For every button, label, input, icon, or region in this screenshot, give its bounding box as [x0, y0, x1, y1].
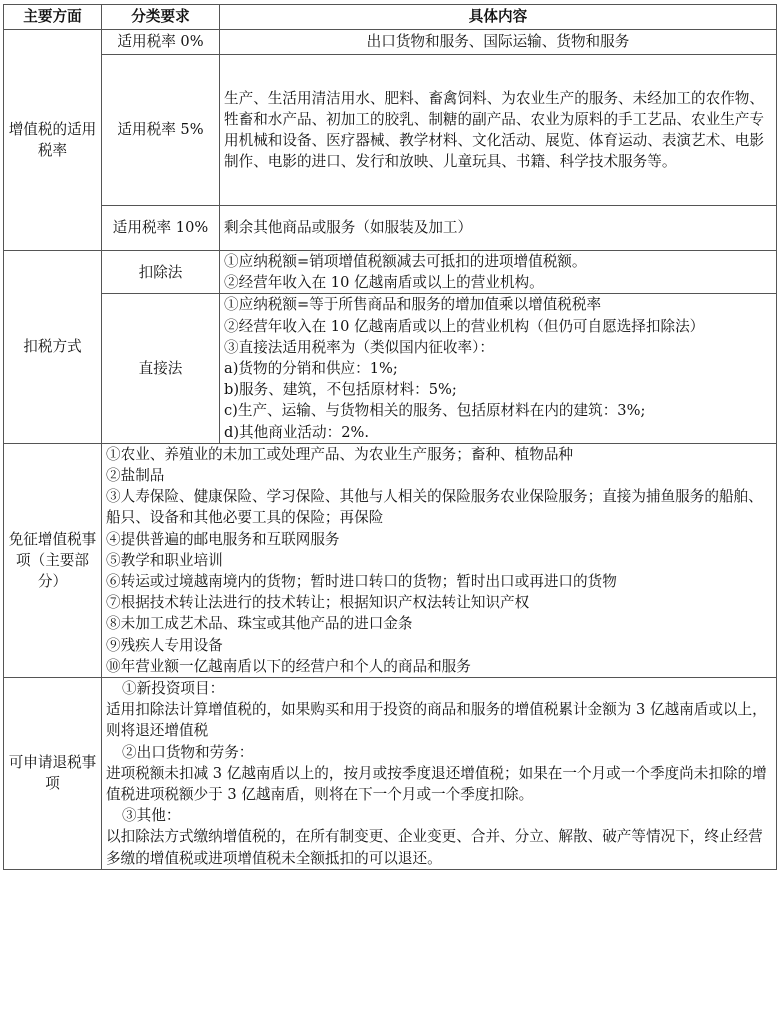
category-direct-method: 直接法: [102, 294, 220, 443]
exemption-item: ②盐制品: [106, 467, 165, 485]
refund-item-text: 进项税额未扣减 3 亿越南盾以上的，按月或按季度退还增值税；如果在一个月或一个季度尚未扣除的增值税进项税额少于 3 亿越南盾，则将在下一个月或一个季度扣除。: [106, 764, 767, 804]
header-content: 具体内容: [220, 5, 777, 30]
exemption-item: ④提供普遍的邮电服务和互联网服务: [106, 530, 340, 548]
exemption-item: ⑦根据技术转让法进行的技术转让；根据知识产权法转让知识产权: [106, 594, 530, 612]
direct-line: c)生产、运输、与货物相关的服务、包括原材料在内的建筑：3%;: [224, 402, 646, 420]
vat-table: [3, 4, 777, 870]
exemption-item: ⑩年营业额一亿越南盾以下的经营户和个人的商品和服务: [106, 657, 471, 675]
credit-line: ②经营年收入在 10 亿越南盾或以上的营业机构。: [224, 274, 544, 292]
direct-line: b)服务、建筑，不包括原材料：5%;: [224, 381, 457, 399]
category-rate-10: 适用税率 10%: [102, 206, 220, 251]
direct-line: d)其他商业活动：2%.: [224, 423, 369, 441]
category-credit-method: 扣除法: [102, 251, 220, 294]
table-row: [4, 30, 777, 55]
exemption-item: ⑥转运或过境越南境内的货物；暂时进口转口的货物；暂时出口或再进口的货物: [106, 573, 617, 591]
direct-line: a)货物的分销和供应：1%;: [224, 360, 398, 378]
exemption-item: ⑨残疾人专用设备: [106, 636, 223, 654]
exemption-item: ①农业、养殖业的未加工或处理产品、为农业生产服务；畜种、植物品种: [106, 445, 574, 463]
content-rate-0: 出口货物和服务、国际运输、货物和服务: [220, 30, 777, 55]
exemption-item: ⑧未加工成艺术品、珠宝或其他产品的进口金条: [106, 615, 413, 633]
header-category: 分类要求: [102, 5, 220, 30]
content-direct-method: [220, 294, 777, 443]
aspect-vat-rates: 增值税的适用税率: [4, 30, 102, 251]
aspect-exemptions: 免征增值税事项（主要部分）: [4, 443, 102, 677]
refund-item-text: 以扣除法方式缴纳增值税的，在所有制变更、企业变更、合并、分立、解散、破产等情况下，终止经营多缴的增值税或进项增值税未全额抵扣的可以退还。: [106, 828, 763, 867]
content-credit-method: [220, 251, 777, 294]
content-rate-5: 生产、生活用清洁用水、肥料、畜禽饲料、为农业生产的服务、未经加工的农作物、牲畜和水产品、初加工的胶乳、制糖的副产品、农业为原料的手工艺品、农业生产专用机械和设备、医疗器械、教学材料、文化活动、展览、体育运动、表演艺术、电影制作、电影的进口、发行和放映、儿童玩具、书籍、科学技术服务等。: [220, 55, 777, 206]
category-rate-0: 适用税率 0%: [102, 30, 220, 55]
aspect-deduction: 扣税方式: [4, 251, 102, 444]
table-header-row: [4, 5, 777, 30]
aspect-refunds: 可申请退税事项: [4, 678, 102, 870]
content-exemptions: [102, 443, 777, 677]
table-row: [4, 251, 777, 294]
refund-item-title: ①新投资项目：: [122, 680, 225, 698]
header-aspect: 主要方面: [4, 5, 102, 30]
table-row: [4, 206, 777, 251]
table-row: [4, 294, 777, 443]
direct-line: ①应纳税额=等于所售商品和服务的增加值乘以增值税税率: [224, 296, 602, 314]
table-row: [4, 55, 777, 206]
credit-line: ①应纳税额=销项增值税额减去可抵扣的进项增值税额。: [224, 253, 587, 270]
refund-item-text: 适用扣除法计算增值税的，如果购买和用于投资的商品和服务的增值税累计金额为 3 亿越南盾或以上，则将退还增值税: [106, 701, 767, 740]
exemption-item: ⑤教学和职业培训: [106, 551, 223, 569]
refund-item-title: ②出口货物和劳务：: [122, 743, 254, 761]
table-row: [4, 678, 777, 870]
direct-line: ②经营年收入在 10 亿越南盾或以上的营业机构（但仍可自愿选择扣除法）: [224, 317, 705, 335]
table-row: [4, 443, 777, 677]
category-rate-5: 适用税率 5%: [102, 55, 220, 206]
content-refunds: [102, 678, 777, 870]
direct-line: ③直接法适用税率为（类似国内征收率）：: [224, 338, 494, 356]
content-rate-10: 剩余其他商品或服务（如服装及加工）: [220, 206, 777, 251]
exemption-item: ③人寿保险、健康保险、学习保险、其他与人相关的保险服务农业保险服务；直接为捕鱼服务的船舶、船只、设备和其他必要工具的保险；再保险: [106, 488, 763, 527]
refund-item-title: ③其他：: [122, 807, 181, 825]
